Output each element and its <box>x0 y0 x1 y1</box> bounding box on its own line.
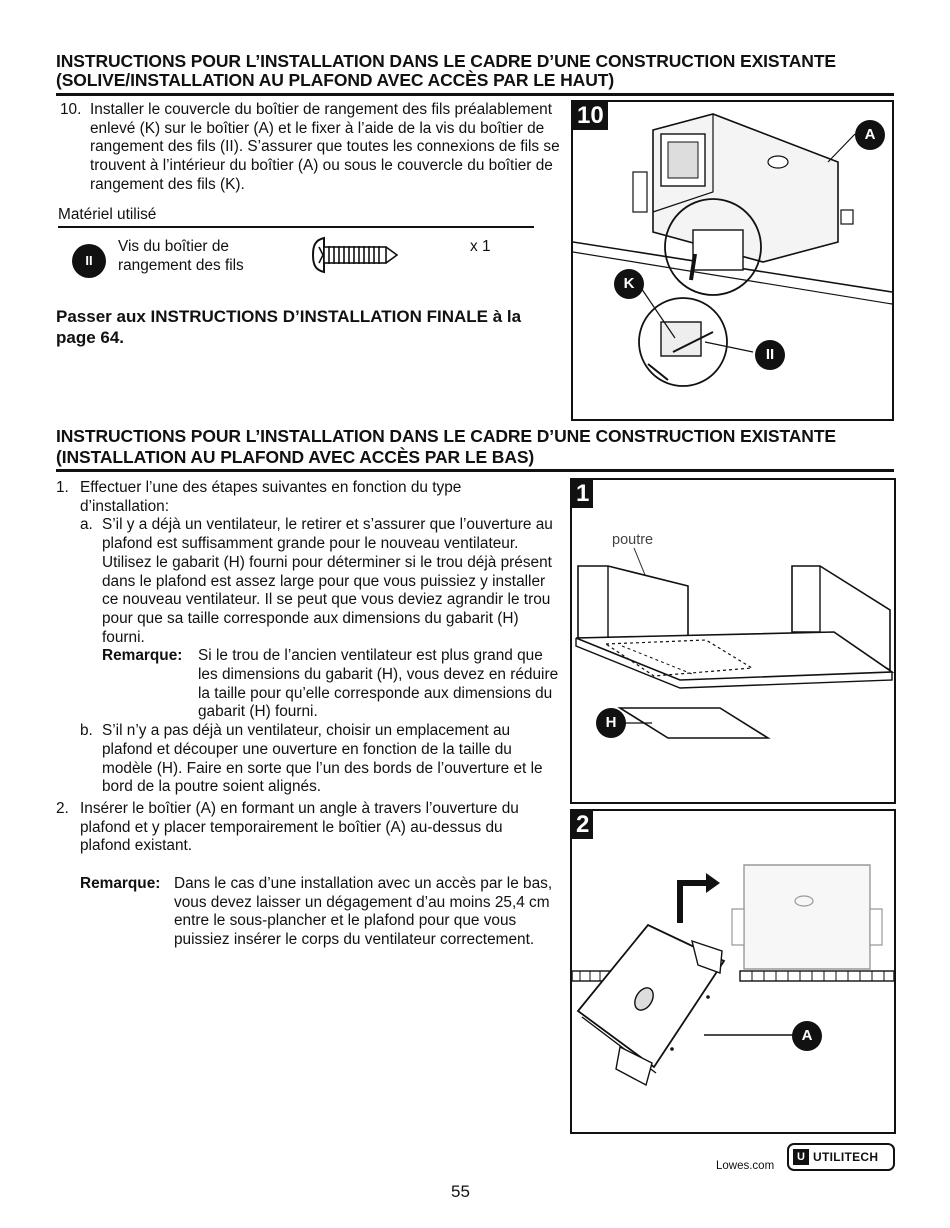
remark-text: Si le trou de l’ancien ventilateur est plus grand que les dimensions du gabarit (H), vous devez en réduire la taille pour qu’elle corresponde aux dimensions du gabarit (H) fourni. <box>198 647 559 721</box>
section1-heading-line2: (SOLIVE/INSTALLATION AU PLAFOND AVEC ACCÈS PAR LE HAUT) <box>56 70 615 90</box>
material-badge: II <box>72 244 106 278</box>
step-text: Installer le couvercle du boîtier de rangement des fils préalablement enlevé (K) sur le boîtier (A) et le fixer à l’aide de la vis du boîtier de rangement des fils (II). S’assurer que toutes les connexions de fils se trouvent à l’intérieur du boîtier (A) ou sous le couvercle du boîtier de rangement des fils (K). <box>90 101 560 193</box>
fan-housing-top-access-illustration <box>573 102 892 419</box>
figure-2 <box>570 809 896 1134</box>
remark-label: Remarque: <box>80 875 161 893</box>
section1-step-10 <box>60 101 564 195</box>
page-number: 55 <box>451 1182 470 1201</box>
step-text: Effectuer l’une des étapes suivantes en fonction du type d’installation: <box>80 479 462 515</box>
utilitech-brand-text: UTILITECH <box>813 1150 879 1164</box>
section2-heading-line1: INSTRUCTIONS POUR L’INSTALLATION DANS LE CADRE D’UNE CONSTRUCTION EXISTANTE <box>56 426 837 446</box>
step-number: 1. <box>56 479 69 496</box>
section2-steps <box>56 479 561 950</box>
figure-1 <box>570 478 896 804</box>
step-number: 10. <box>60 101 82 118</box>
material-quantity: x 1 <box>470 238 491 255</box>
label-ii-badge: II <box>755 340 785 370</box>
section1-heading-line1: INSTRUCTIONS POUR L’INSTALLATION DANS LE CADRE D’UNE CONSTRUCTION EXISTANTE <box>56 51 837 71</box>
housing-insertion-illustration <box>572 811 894 1132</box>
goto-final-instructions: Passer aux INSTRUCTIONS D’INSTALLATION FINALE à la page 64. <box>56 307 522 347</box>
label-k-badge: K <box>614 269 644 299</box>
step-number: 2. <box>56 799 69 817</box>
figure-number: 1 <box>572 480 593 508</box>
material-name: Vis du boîtier de rangement des fils <box>118 238 244 274</box>
substep-text: S’il y a déjà un ventilateur, le retirer et s’assurer que l’ouverture au plafond est suffisamment grande pour le nouveau ventilateur. Utilisez le gabarit (H) fourni pour déterminer si le trou déjà présent dans le plafond est assez large pour que vous puissiez y installer ce nouveau ventilateur. Il se peut que vous deviez agrandir le trou pour que sa taille corresponde aux dimensions du gabarit (H) fourni. <box>102 516 553 646</box>
step-1b <box>56 722 561 797</box>
section2-heading-line2: (INSTALLATION AU PLAFOND AVEC ACCÈS PAR LE BAS) <box>56 447 535 467</box>
materials-title: Matériel utilisé <box>58 206 534 228</box>
screw-icon <box>311 234 405 276</box>
lowes-site-text: Lowes.com <box>716 1160 775 1172</box>
step-2-remark <box>56 875 561 950</box>
substep-label: a. <box>80 516 93 534</box>
joist-and-template-illustration <box>572 480 894 802</box>
remark-label: Remarque: <box>102 647 183 665</box>
label-h-badge: H <box>596 708 626 738</box>
substep-text: S’il n’y a pas déjà un ventilateur, choisir un emplacement au plafond et découper une ouverture en fonction de la taille du modèle (H). Faire en sorte que l’un des bords de l’ouverture et le bord de la poutre soient alignés. <box>102 722 543 796</box>
step-text: Insérer le boîtier (A) en formant un angle à travers l’ouverture du plafond et y placer temporairement le boîtier (A) au-dessus du plafond existant. <box>80 799 519 855</box>
figure-number: 10 <box>573 102 608 130</box>
section2-divider <box>56 469 894 472</box>
label-a-badge: A <box>855 120 885 150</box>
step-2 <box>56 800 561 856</box>
step-1a <box>56 516 561 647</box>
figure-10 <box>571 100 894 421</box>
figure-number: 2 <box>572 811 593 839</box>
label-a-badge: A <box>792 1021 822 1051</box>
remark-text: Dans le cas d’une installation avec un accès par le bas, vous devez laisser un dégagement d’au moins 25,4 cm entre le sous-plancher et le plafond pour que vous puissiez insérer le corps du ventilateur correctement. <box>174 875 553 949</box>
utilitech-logo-icon: U <box>793 1149 809 1165</box>
section1-divider <box>56 93 894 96</box>
substep-label: b. <box>80 722 93 740</box>
step-1a-remark <box>56 647 561 722</box>
utilitech-logo <box>787 1143 895 1171</box>
poutre-label: poutre <box>612 532 654 548</box>
step-1 <box>56 479 561 516</box>
